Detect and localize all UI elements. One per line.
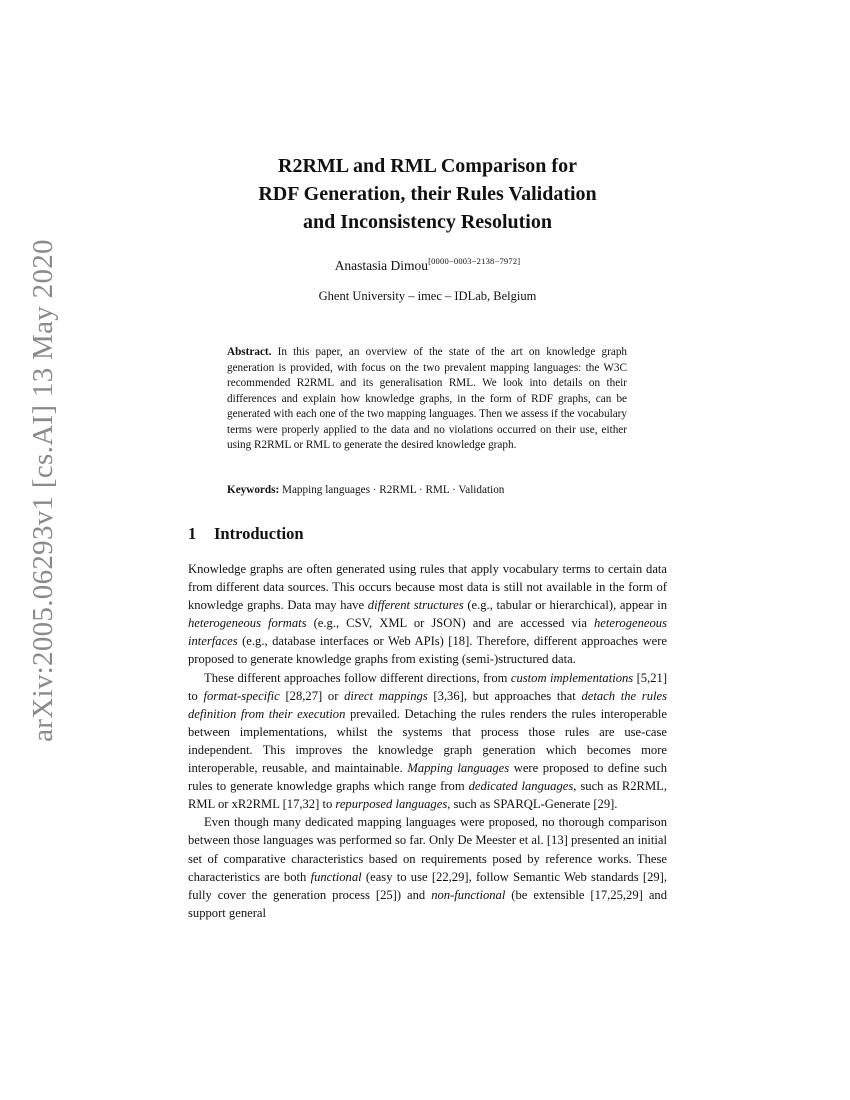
paragraph [188, 813, 667, 922]
affiliation: Ghent University – imec – IDLab, Belgium [318, 289, 537, 303]
emphasis-text: different structures [367, 598, 464, 613]
text-run: (e.g., CSV, XML or JSON) and are accessed via [306, 616, 594, 631]
text-run: Even though many dedicated mapping languages were proposed, no thorough comparison between those languages was performed so far. Only De Meester et al. [13] presented an initial set of comparative characteristics based on requirements posed by reference works. These characteristics are both [188, 815, 667, 884]
text-run: (easy to use [22,29], follow Semantic Web standards [29], fully cover the generation process [25]) and [188, 869, 668, 902]
text-run: , such as R2RML, RML or xR2RML [17,32] to [188, 779, 667, 812]
emphasis-text: dedicated languages [468, 779, 574, 794]
emphasis-text: functional [310, 869, 362, 884]
keywords-label: Keywords: [227, 484, 280, 496]
text-run: These different approaches follow different directions, from [204, 670, 511, 685]
author-name: Anastasia Dimou [334, 258, 429, 273]
author-orcid: [0000−0003−2138−7972] [428, 256, 521, 266]
emphasis-text: heterogeneous formats [188, 616, 307, 631]
author-line [150, 256, 705, 274]
text-run: were proposed to define such rules to generate knowledge graphs which range from [188, 761, 667, 794]
title-line-1: R2RML and RML Comparison for [278, 155, 577, 177]
keywords-text: Mapping languages · R2RML · RML · Validation [282, 484, 505, 496]
section-heading [188, 524, 304, 544]
emphasis-text: heterogeneous interfaces [188, 616, 667, 649]
emphasis-text: non-functional [431, 887, 506, 902]
text-run: (e.g., database interfaces or Web APIs) [18]. Therefore, different approaches were proposed to generate knowledge graphs from existing (semi-)structured data. [188, 634, 667, 667]
body-text [188, 560, 667, 922]
text-run: prevailed. Detaching the rules renders the rules interoperable between implementations, whilst the systems that process those rules are use-case independent. This improves the knowledge graph generation which becomes more interoperable, reusable, and maintainable. [188, 706, 667, 776]
text-run: [5,21] to [188, 670, 668, 703]
emphasis-text: detach the rules definition from their execution [188, 688, 667, 721]
arxiv-identifier-stamp [8, 200, 78, 780]
title-line-2: RDF Generation, their Rules Validation [258, 183, 597, 205]
abstract-label: Abstract. [227, 346, 272, 358]
text-run: (e.g., tabular or hierarchical), appear in [463, 598, 667, 613]
section-number: 1 [188, 524, 197, 543]
emphasis-text: direct mappings [344, 688, 428, 703]
emphasis-text: Mapping languages [407, 761, 510, 776]
abstract-text: In this paper, an overview of the state of the art on knowledge graph generation is provided, with focus on the two prevalent mapping languages: the W3C recommended R2RML and its generalisation RML. We look into details on their differences and explain how knowledge graphs, in the form of RDF graphs, can be generated with each one of the two mapping languages. Then we assess if the vocabulary terms were properly applied to the data and no violations occurred on their use, either using R2RML or RML to generate the desired knowledge graph. [227, 346, 628, 451]
text-run: Knowledge graphs are often generated using rules that apply vocabulary terms to certain data from different data sources. This occurs because most data is still not available in the form of knowledge graphs. Data may have [188, 562, 667, 613]
text-run: (be extensible [17,25,29] and support general [188, 887, 667, 920]
arxiv-identifier-text: arXiv:2005.06293v1 [cs.AI] 13 May 2020 [26, 238, 59, 742]
text-run: [3,36], but approaches that [427, 688, 582, 703]
section-title: Introduction [214, 524, 304, 543]
paper-title [150, 152, 705, 236]
text-run: [28,27] or [279, 688, 345, 703]
keywords [227, 483, 627, 498]
abstract [227, 345, 627, 454]
emphasis-text: format-specific [203, 688, 280, 703]
emphasis-text: custom implementations [510, 670, 634, 685]
emphasis-text: repurposed languages [335, 797, 448, 812]
paragraph [188, 560, 667, 669]
text-run: , such as SPARQL-Generate [29]. [447, 797, 618, 812]
title-line-3: and Inconsistency Resolution [303, 211, 552, 233]
paragraph [188, 669, 667, 814]
